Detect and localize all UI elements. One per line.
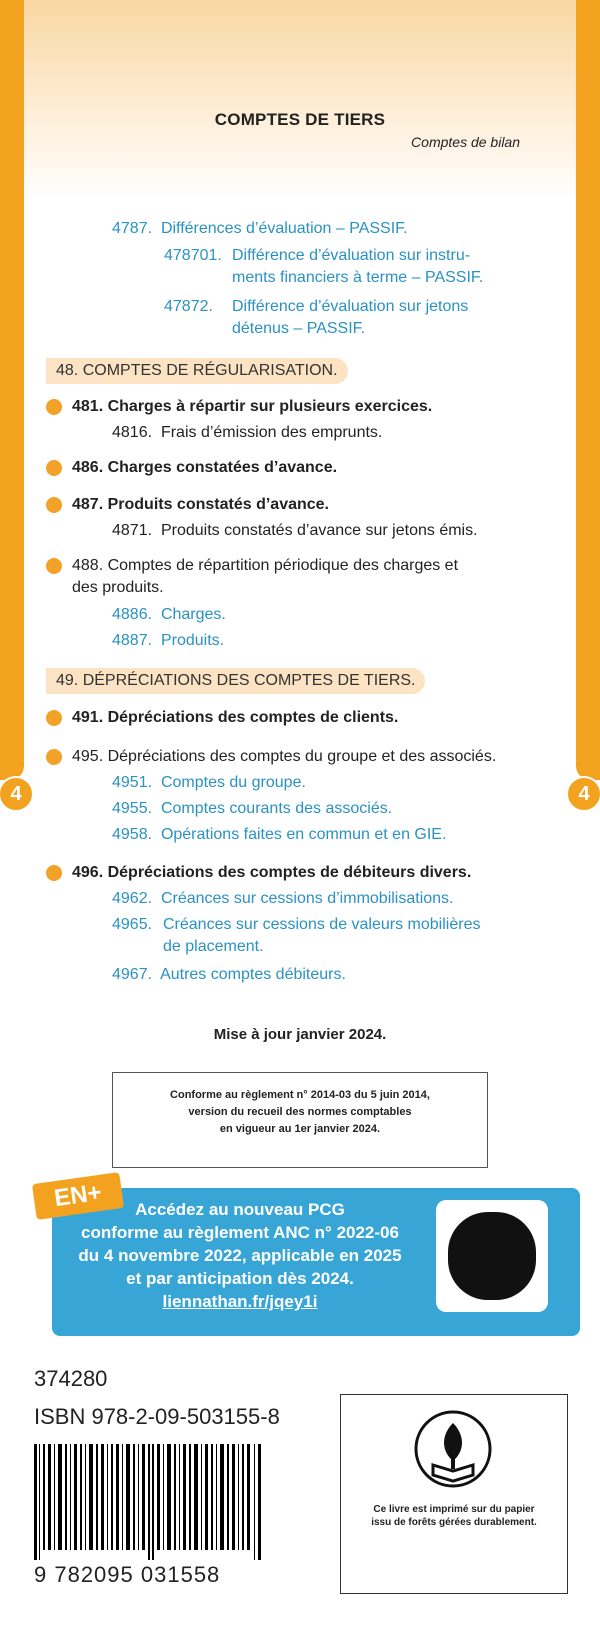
- account-487: 487. Produits constatés d’avance.: [72, 496, 329, 513]
- account-4955: 4955. Comptes courants des associés.: [112, 800, 393, 817]
- account-4965-label: Créances sur cessions de valeurs mobilières de placement.: [163, 916, 481, 955]
- header-gradient: [24, 0, 576, 200]
- qr-code-icon[interactable]: [436, 1200, 548, 1312]
- eco-label-box: [340, 1394, 568, 1594]
- account-code: 47872.: [164, 298, 213, 315]
- bullet-dot: [46, 497, 62, 513]
- page-subtitle: Comptes de bilan: [411, 134, 520, 150]
- account-495: 495. Dépréciations des comptes du groupe et des associés.: [72, 748, 497, 765]
- barcode-icon: [34, 1444, 266, 1560]
- account-47872: [164, 296, 213, 318]
- conformity-box: Conforme au règlement n° 2014-03 du 5 juin 2014, version du recueil des normes comptables en vigueur au 1er janvier 2024.: [112, 1072, 488, 1168]
- product-reference: 374280: [34, 1366, 108, 1391]
- en-plus-badge: EN+: [32, 1172, 124, 1220]
- account-4951: 4951. Comptes du groupe.: [112, 774, 306, 791]
- section-48-heading: 48. COMPTES DE RÉGULARISATION.: [46, 358, 348, 384]
- isbn: ISBN 978-2-09-503155-8: [34, 1404, 280, 1429]
- account-label: Différences d’évaluation – PASSIF.: [160, 220, 408, 237]
- account-4962: 4962. Créances sur cessions d’immobilisations.: [112, 890, 454, 907]
- bullet-dot: [46, 460, 62, 476]
- account-486: 486. Charges constatées d’avance.: [72, 459, 338, 476]
- promo-link[interactable]: liennathan.fr/jqey1i: [162, 1292, 318, 1311]
- bullet-dot: [46, 558, 62, 574]
- promo-text: Accédez au nouveau PCG conforme au règlement ANC n° 2022-06 du 4 novembre 2022, applicable en 2025 et par anticipation dès 2024. liennathan.fr/jqey1i: [60, 1198, 420, 1313]
- account-4967: 4967. Autres comptes débiteurs.: [112, 966, 346, 983]
- page-title: COMPTES DE TIERS: [214, 110, 386, 129]
- account-4958: 4958. Opérations faites en commun et en GIE.: [112, 826, 447, 843]
- bullet-dot: [46, 749, 62, 765]
- eco-text-line1: Ce livre est imprimé sur du papier: [373, 1504, 535, 1515]
- eco-text-line2: issu de forêts gérées durablement.: [371, 1517, 537, 1528]
- account-4816: 4816. Frais d’émission des emprunts.: [112, 424, 383, 441]
- chapter-tab-left[interactable]: 4: [0, 776, 34, 812]
- update-notice: Mise à jour janvier 2024.: [213, 1026, 387, 1043]
- account-496: 496. Dépréciations des comptes de débiteurs divers.: [72, 864, 472, 881]
- account-491: 491. Dépréciations des comptes de clients.: [72, 709, 399, 726]
- barcode-digits: 9 782095 031558: [34, 1562, 221, 1587]
- tree-book-icon: [413, 1409, 493, 1489]
- account-481: 481. Charges à répartir sur plusieurs exercices.: [72, 398, 433, 415]
- account-4787: [112, 218, 408, 240]
- account-code: 478701.: [164, 247, 222, 264]
- bullet-dot: [46, 865, 62, 881]
- chapter-tab-right[interactable]: 4: [566, 776, 600, 812]
- account-4887: 4887. Produits.: [112, 632, 225, 649]
- section-49-heading: 49. DÉPRÉCIATIONS DES COMPTES DE TIERS.: [46, 668, 425, 694]
- bullet-dot: [46, 399, 62, 415]
- account-47872-label: Différence d’évaluation sur jetons détenus – PASSIF.: [232, 298, 469, 337]
- account-478701: [164, 245, 222, 267]
- account-478701-label: Différence d’évaluation sur instru- ments financiers à terme – PASSIF.: [232, 247, 484, 286]
- account-4871: 4871. Produits constatés d’avance sur jetons émis.: [112, 522, 478, 539]
- bullet-dot: [46, 710, 62, 726]
- account-488: 488. Comptes de répartition périodique des charges et des produits.: [72, 557, 459, 596]
- account-4886: 4886. Charges.: [112, 606, 226, 623]
- account-code: 4787.: [112, 220, 153, 237]
- account-4965: 4965.: [112, 916, 153, 933]
